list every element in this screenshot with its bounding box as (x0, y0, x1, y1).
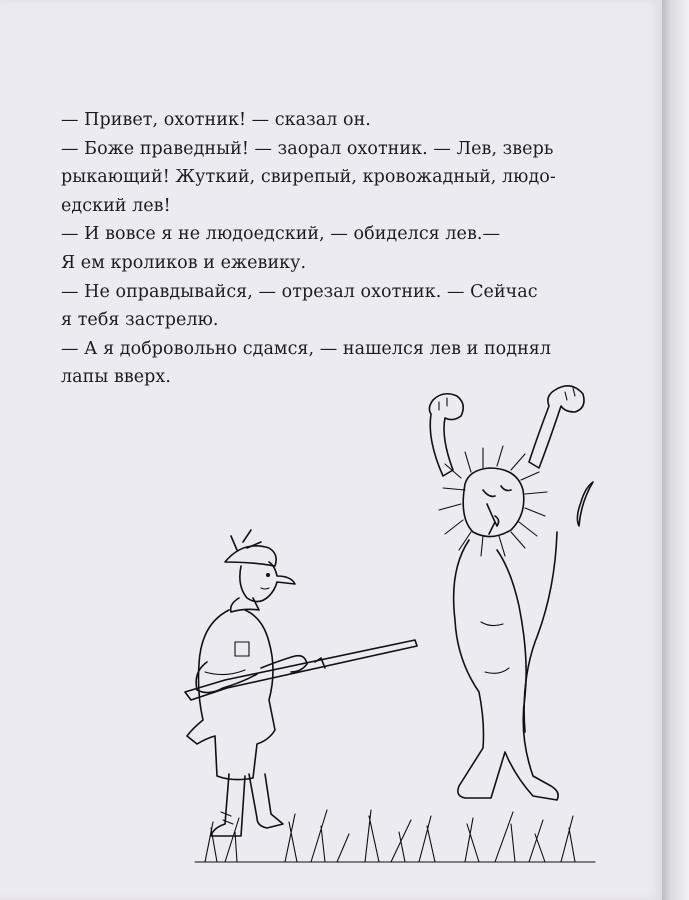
paragraph-2 (33, 135, 573, 221)
text-line: — И вовсе я не людоедский, — обиделся лев.— (61, 224, 501, 245)
paragraph-4 (33, 278, 573, 335)
page-edge (662, 0, 689, 900)
text-line: — Привет, охотник! — сказал он. (61, 110, 371, 130)
paragraph-3 (33, 220, 573, 277)
text-line: — А я добровольно сдамся, — нашелся лев и поднял (61, 338, 552, 359)
hunter-and-lion-illustration (165, 372, 605, 872)
text-line: Я ем кроликов и ежевику. (61, 252, 307, 273)
text-line: едский лев! (61, 195, 171, 216)
text-line: — Боже праведный! — заорал охотник. — Лев, зверь (61, 138, 554, 159)
text-line: — Не оправдывайся, — отрезал охотник. — Сейчас (61, 281, 538, 302)
text-line: рыкающий! Жуткий, свирепый, кровожадный, людо- (61, 167, 556, 188)
text-line: я тебя застрелю. (61, 310, 219, 331)
hunter-figure (185, 530, 417, 836)
paragraph-1 (33, 106, 573, 135)
story-text (33, 106, 573, 392)
lion-figure (429, 386, 593, 800)
text-line: лапы вверх. (61, 367, 171, 388)
grass (195, 810, 595, 862)
